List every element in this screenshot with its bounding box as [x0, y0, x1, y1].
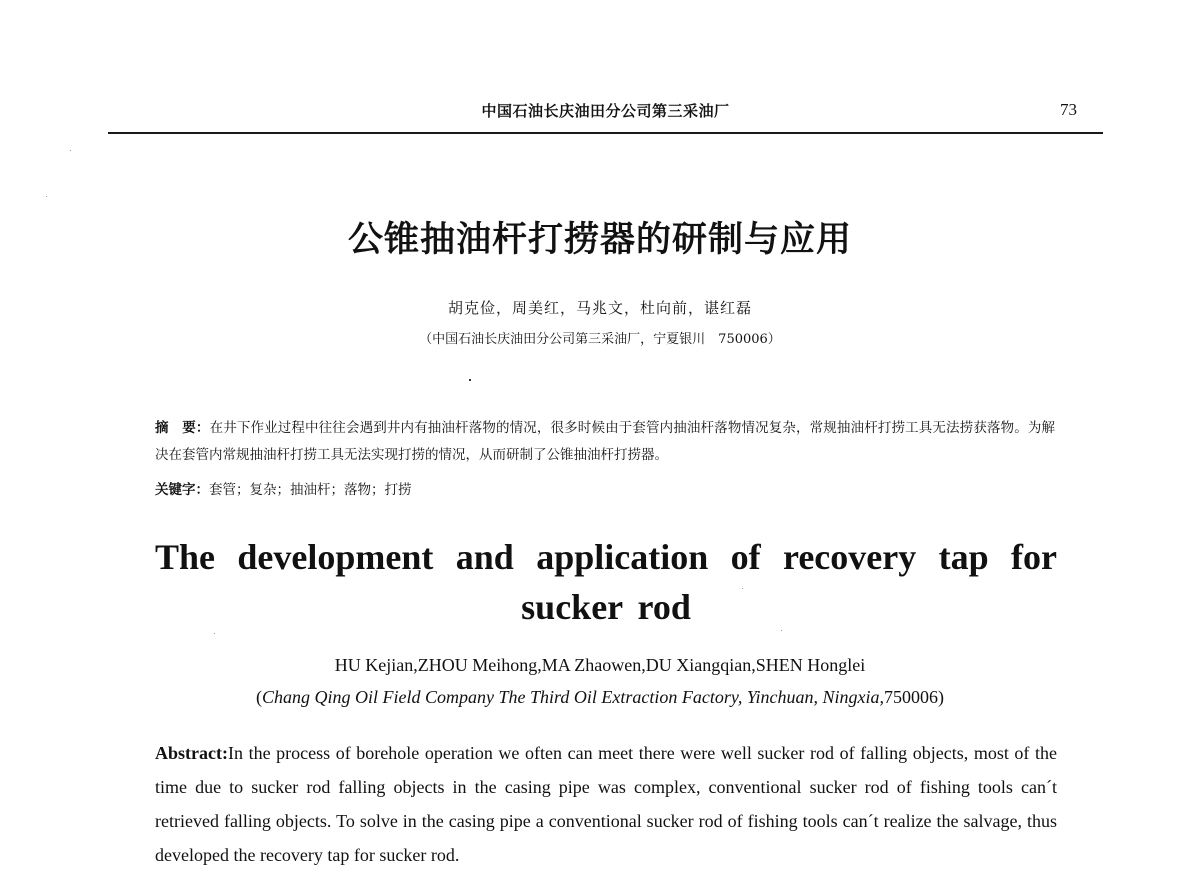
english-abstract	[155, 736, 1057, 872]
running-header	[108, 92, 1103, 134]
english-abstract-label: Abstract:	[155, 743, 228, 763]
chinese-affiliation: （中国石油长庆油田分公司第三采油厂，宁夏银川 750006）	[419, 332, 781, 347]
affiliation-postcode: 750006	[883, 687, 938, 707]
scan-speck	[742, 588, 743, 589]
chinese-keywords	[155, 478, 1055, 498]
scan-speck	[781, 630, 782, 631]
affiliation-open-paren: (	[256, 687, 263, 707]
chinese-abstract	[155, 415, 1055, 469]
page-number: 73	[1060, 100, 1077, 119]
chinese-abstract-label: 摘 要：	[155, 420, 210, 436]
english-authors: HU Kejian,ZHOU Meihong,MA Zhaowen,DU Xiangqian,SHEN Honglei	[334, 655, 866, 675]
chinese-keywords-text: 套管；复杂；抽油杆；落物；打捞	[209, 482, 412, 498]
scan-speck	[46, 196, 47, 197]
scan-artifact	[469, 379, 471, 381]
english-abstract-text: In the process of borehole operation we often can meet there were well sucker rod of falling objects, most of the time due to sucker rod falling objects in the casing pipe was complex, conventional sucker rod of fishing tools can´t retrieved falling objects. To solve in the casing pipe a conventional sucker rod of fishing tools can´t realize the salvage, thus developed the recovery tap for sucker rod.	[155, 743, 1057, 865]
affiliation-close-paren: )	[937, 687, 944, 707]
chinese-abstract-text: 在井下作业过程中往往会遇到井内有抽油杆落物的情况，很多时候由于套管内抽油杆落物情况复杂，常规抽油杆打捞工具无法捞获落物。为解决在套管内常规抽油杆打捞工具无法实现打捞的情况，从而研制了公锥抽油杆打捞器。	[155, 420, 1056, 463]
scan-speck	[214, 633, 215, 634]
chinese-keywords-label: 关键字：	[155, 482, 209, 498]
english-title: The development and application of recovery tap for sucker rod	[155, 537, 1057, 627]
chinese-title: 公锥抽油杆打捞器的研制与应用	[347, 219, 852, 260]
journal-name: 中国石油长庆油田分公司第三采油厂	[481, 102, 730, 120]
chinese-authors: 胡克俭，周美红，马兆文，杜向前，谌红磊	[447, 299, 752, 317]
affiliation-italic-text: Chang Qing Oil Field Company The Third Oil Extraction Factory, Yinchuan, Ningxia,	[262, 687, 884, 707]
english-affiliation	[0, 687, 1200, 708]
scan-speck	[70, 150, 71, 151]
